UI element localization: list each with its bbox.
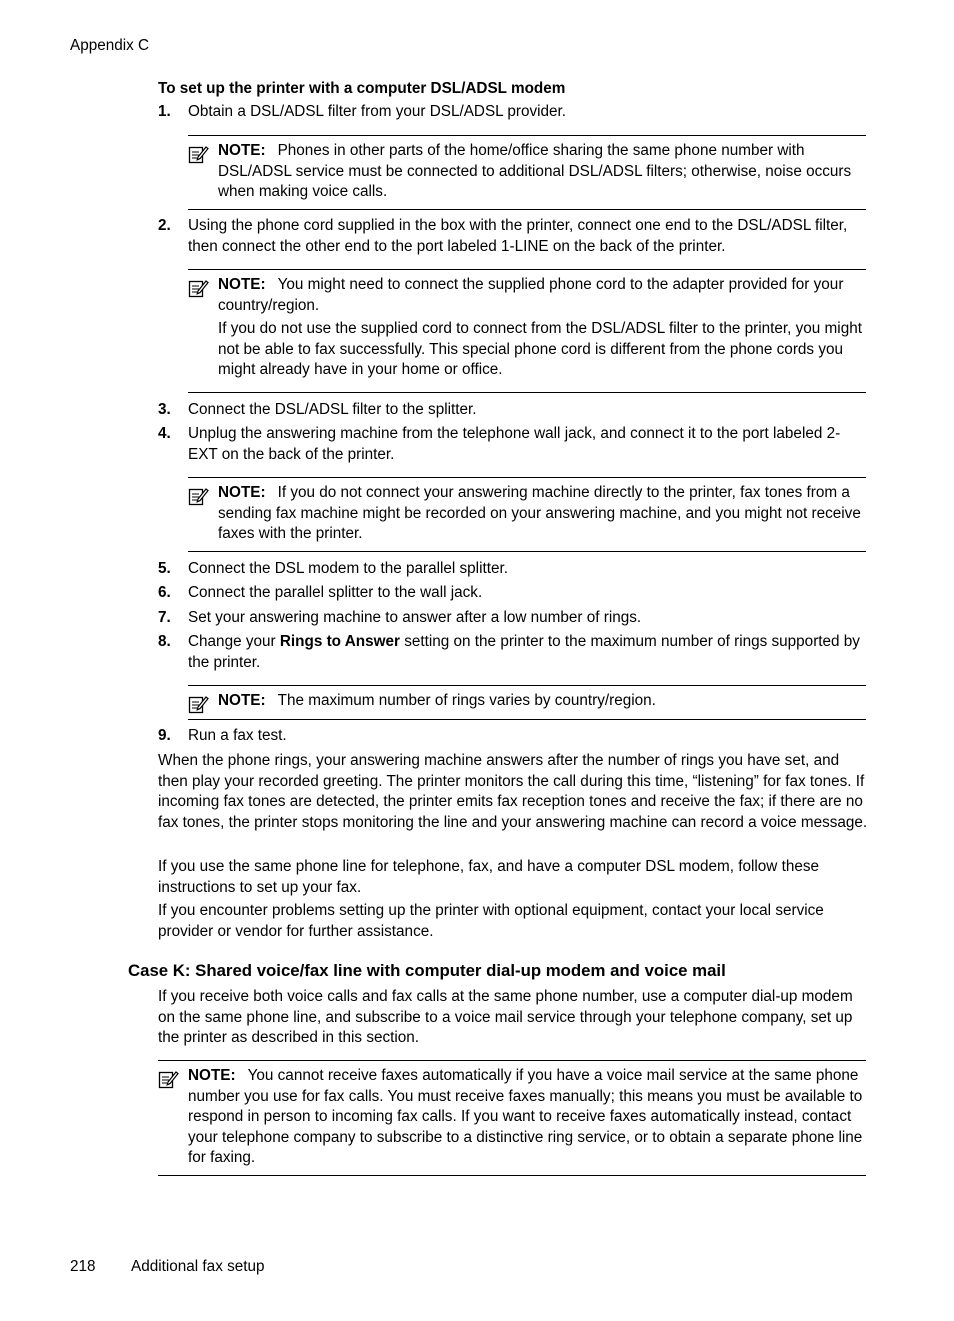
- step-text: Connect the DSL/ADSL filter to the splitter.: [188, 401, 477, 418]
- step-3: [158, 400, 868, 421]
- note-label: NOTE:: [218, 276, 266, 293]
- section-intro: If you receive both voice calls and fax calls at the same phone number, use a computer dial-up modem on the same phone line, and subscribe to a voice mail service through your telephone company, set up the printer as described in this section.: [158, 988, 853, 1046]
- step-8: [158, 632, 868, 673]
- section-heading: Case K: Shared voice/fax line with computer dial-up modem and voice mail: [128, 961, 726, 980]
- body-paragraph-1: When the phone rings, your answering machine answers after the number of rings you have set, and then play your recorded greeting. The printer monitors the call during this time, “listening” for fax tones. If incoming fax tones are detected, the printer emits fax reception tones and receive the fax; if there are no fax tones, the printer stops monitoring the line and your answering machine can record a voice message.: [158, 752, 868, 831]
- footer-title: Additional fax setup: [131, 1258, 265, 1275]
- note-label: NOTE:: [188, 1067, 236, 1084]
- step-text: Connect the parallel splitter to the wall jack.: [188, 584, 483, 601]
- note-box-1: [188, 135, 866, 210]
- note-box-4: [188, 685, 866, 720]
- note-box-2: [188, 269, 866, 393]
- step-number: 6.: [158, 584, 171, 601]
- step-text: Obtain a DSL/ADSL filter from your DSL/ADSL provider.: [188, 103, 567, 120]
- note-icon: [158, 1069, 179, 1089]
- note-icon: [188, 144, 209, 164]
- step-5: [158, 559, 868, 580]
- page-number: 218: [70, 1258, 96, 1275]
- note-label: NOTE:: [218, 142, 266, 159]
- note-text: If you do not use the supplied cord to connect from the DSL/ADSL filter to the printer, you might not be able to fax successfully. This special phone cord is different from the phone cords you might already have in your home or office.: [218, 320, 862, 378]
- note-text: Phones in other parts of the home/office sharing the same phone number with DSL/ADSL service must be connected to additional DSL/ADSL filters; otherwise, noise occurs when making voice calls.: [218, 142, 852, 200]
- procedure-title: To set up the printer with a computer DSL/ADSL modem: [158, 80, 566, 97]
- note-text: You might need to connect the supplied phone cord to the adapter provided for your country/region.: [218, 276, 844, 314]
- step-6: [158, 583, 868, 604]
- step-text: Unplug the answering machine from the telephone wall jack, and connect it to the port labeled 2-EXT on the back of the printer.: [188, 425, 841, 463]
- note-box-3: [188, 477, 866, 552]
- body-paragraph-3: If you encounter problems setting up the printer with optional equipment, contact your local service provider or vendor for further assistance.: [158, 902, 824, 940]
- step-text: Using the phone cord supplied in the box with the printer, connect one end to the DSL/ADSL filter, then connect the other end to the port labeled 1-LINE on the back of the printer.: [188, 217, 848, 255]
- running-head: Appendix C: [70, 37, 150, 54]
- step-number: 7.: [158, 609, 171, 626]
- note-icon: [188, 486, 209, 506]
- note-icon: [188, 694, 209, 714]
- step-9: [158, 726, 868, 747]
- setting-name: Rings to Answer: [279, 633, 400, 650]
- note-text: You cannot receive faxes automatically if you have a voice mail service at the same phone number you use for fax calls. You must receive faxes manually; this means you must be available to respond in person to incoming fax calls. If you want to receive faxes automatically instead, contact your telephone company to subscribe to a distinctive ring service, or to obtain a separate phone line for faxing.: [188, 1067, 863, 1166]
- note-label: NOTE:: [218, 484, 266, 501]
- note-icon: [188, 278, 209, 298]
- step-number: 9.: [158, 727, 171, 744]
- step-text: Connect the DSL modem to the parallel splitter.: [188, 560, 508, 577]
- step-number: 3.: [158, 401, 171, 418]
- note-text: The maximum number of rings varies by country/region.: [277, 692, 656, 709]
- step-text: Set your answering machine to answer after a low number of rings.: [188, 609, 642, 626]
- step-text: Change your Rings to Answer setting on the printer to the maximum number of rings supported by the printer.: [188, 633, 860, 671]
- step-number: 1.: [158, 103, 171, 120]
- step-4: [158, 424, 868, 465]
- step-2: [158, 216, 868, 257]
- step-1: [158, 102, 868, 123]
- step-number: 8.: [158, 633, 171, 650]
- step-text: Run a fax test.: [188, 727, 287, 744]
- body-paragraph-2: If you use the same phone line for telephone, fax, and have a computer DSL modem, follow these instructions to set up your fax.: [158, 858, 819, 896]
- note-text: If you do not connect your answering machine directly to the printer, fax tones from a sending fax machine might be recorded on your answering machine, and you might not receive faxes with the printer.: [218, 484, 861, 542]
- note-box-5: [158, 1060, 866, 1176]
- step-number: 4.: [158, 425, 171, 442]
- note-label: NOTE:: [218, 692, 266, 709]
- step-7: [158, 608, 868, 629]
- step-number: 5.: [158, 560, 171, 577]
- step-number: 2.: [158, 217, 171, 234]
